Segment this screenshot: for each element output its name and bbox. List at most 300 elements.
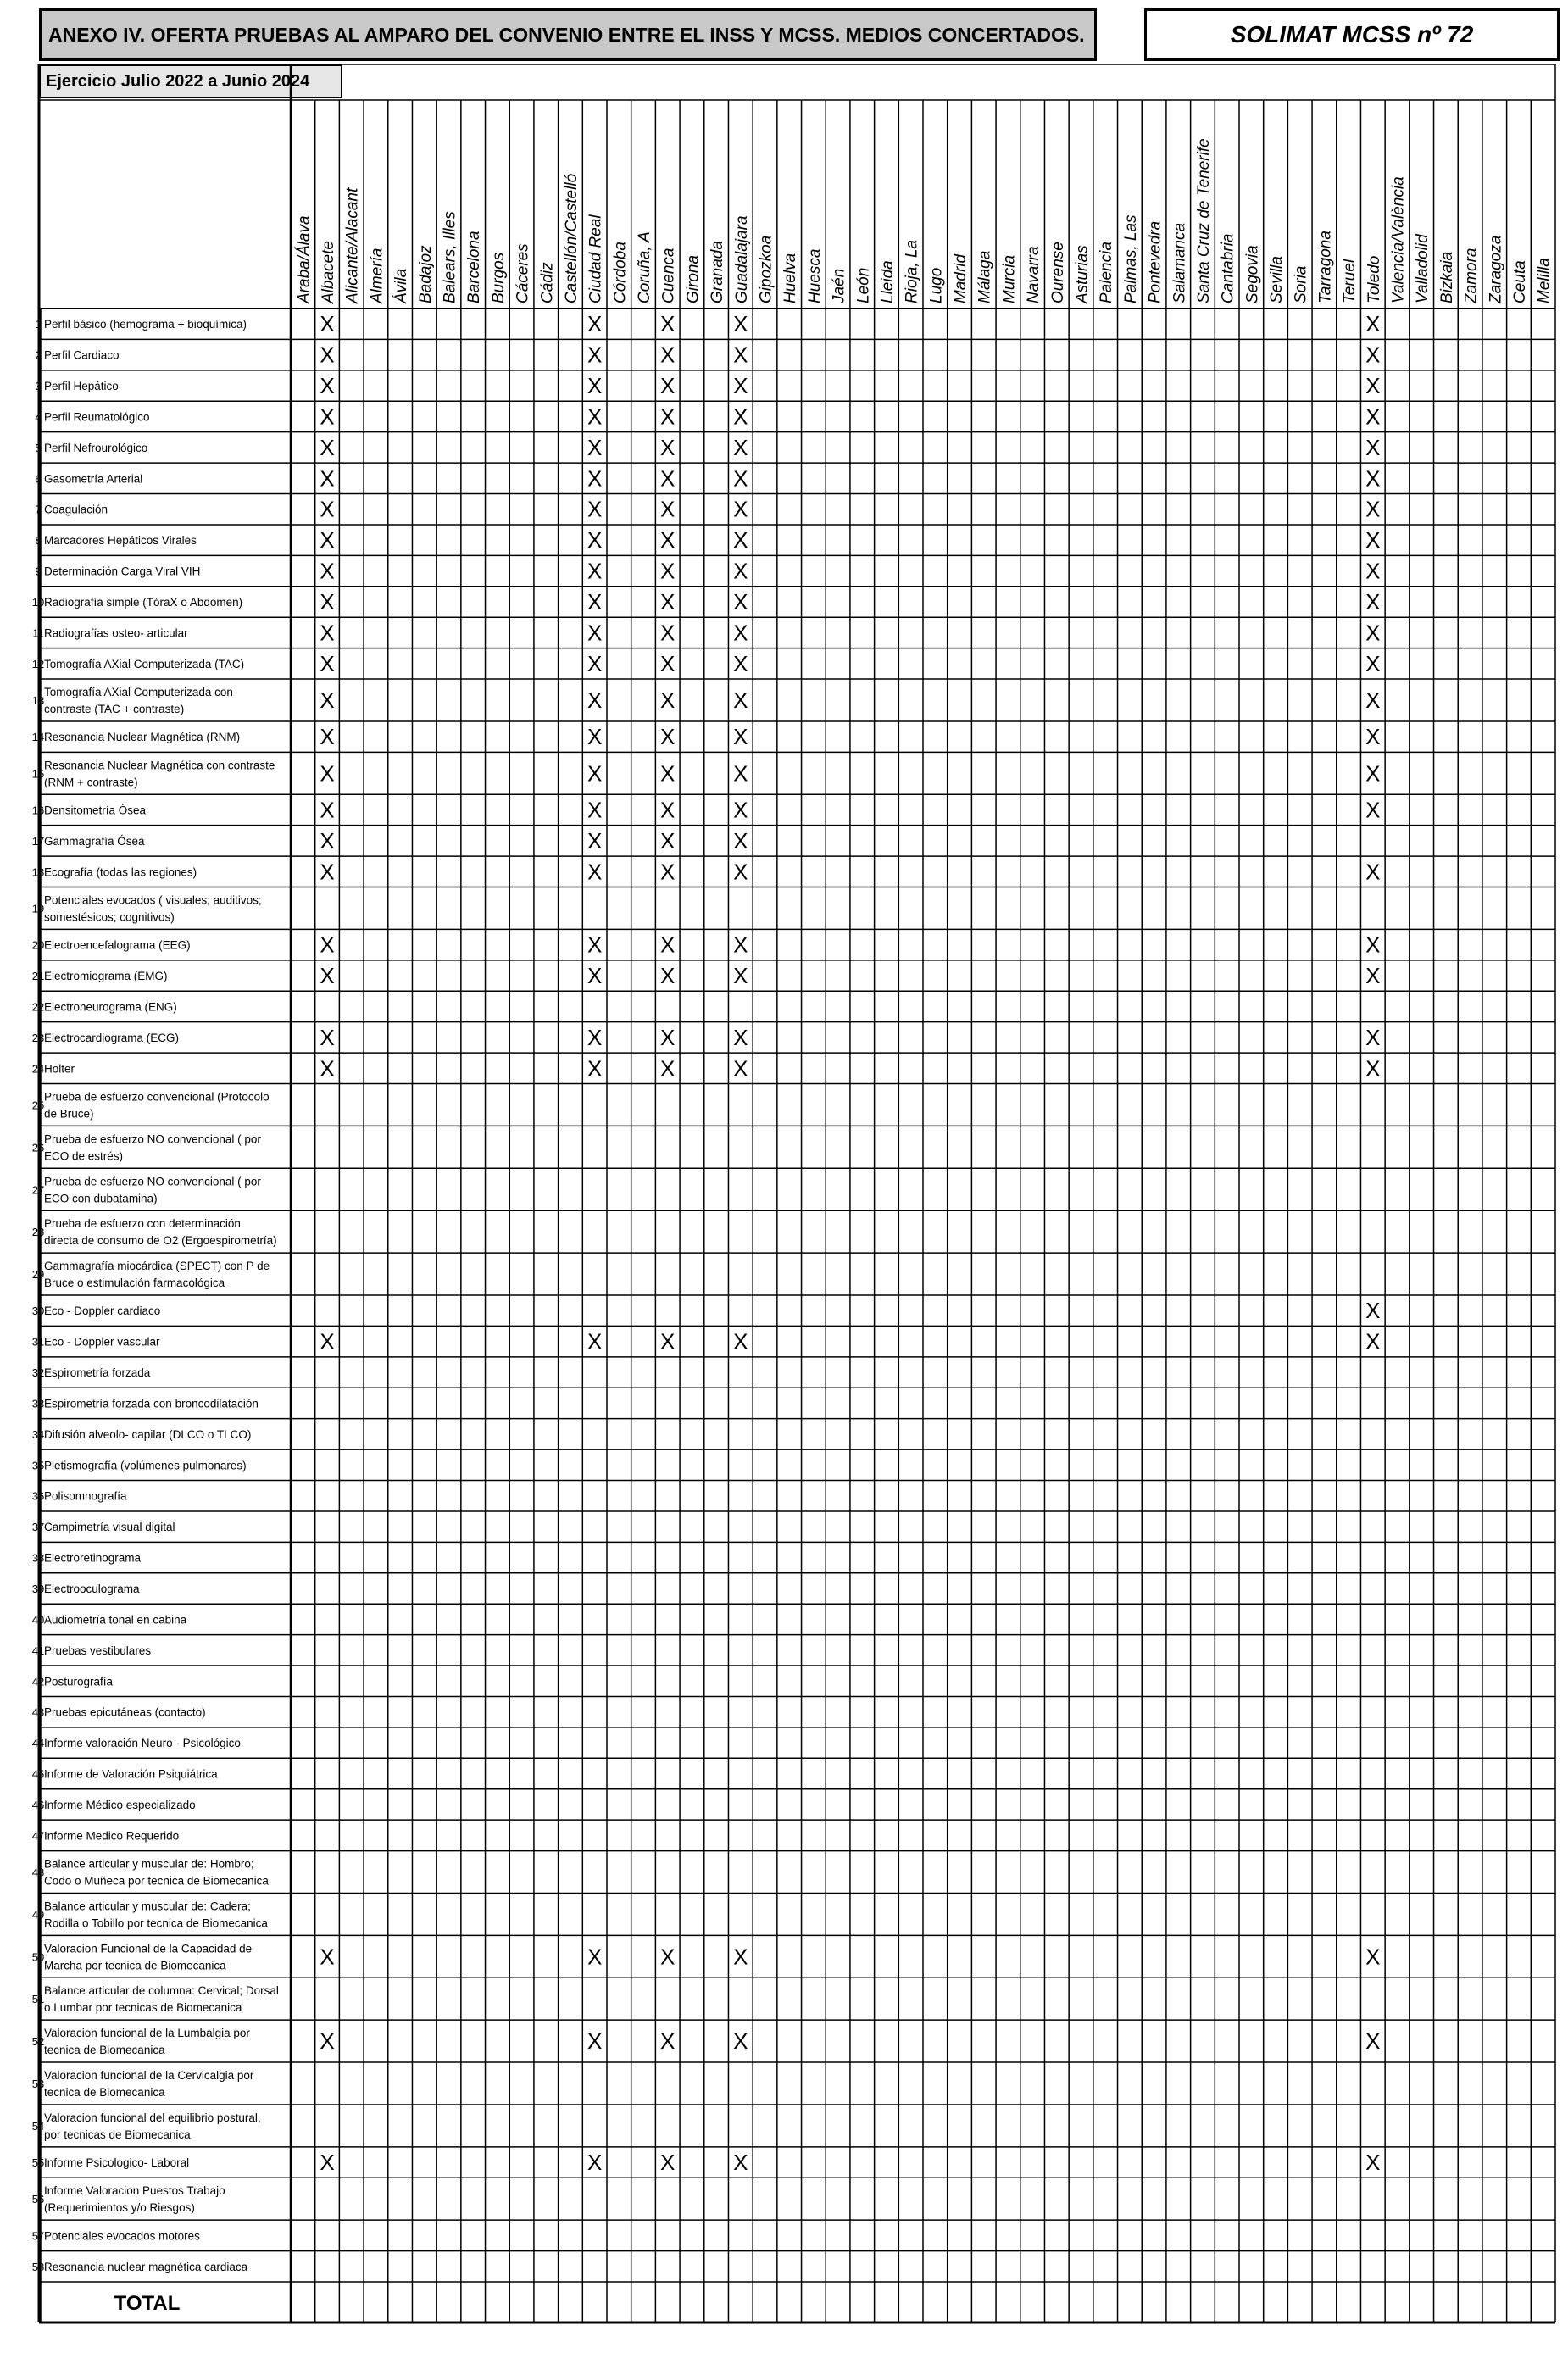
province-header: Cáceres: [514, 243, 532, 303]
test-name: Densitometría Ósea: [44, 804, 147, 817]
availability-mark: X: [733, 403, 748, 430]
test-number: 44: [31, 1737, 45, 1750]
province-header: Ceuta: [1510, 260, 1529, 303]
province-header: Lugo: [927, 267, 946, 303]
province-header: Ciudad Real: [587, 214, 605, 303]
period-label: Ejercicio Julio 2022 a Junio 2024: [39, 64, 342, 98]
test-name: Campimetría visual digital: [44, 1521, 175, 1534]
test-number: 8: [35, 534, 42, 548]
test-row: [32, 1613, 187, 1626]
province-header: Jaén: [830, 268, 848, 303]
availability-mark: X: [1365, 1944, 1381, 1970]
availability-mark: X: [587, 434, 603, 460]
availability-mark: X: [733, 650, 748, 676]
test-name: Gasometría Arterial: [44, 472, 143, 486]
availability-mark: X: [660, 1328, 676, 1355]
availability-mark: X: [1365, 1328, 1381, 1355]
province-header: Soria: [1292, 265, 1310, 303]
availability-mark: X: [320, 342, 335, 368]
test-number: 58: [31, 2260, 45, 2273]
mutua-brand-label: SOLIMAT MCSS nº 72: [1144, 8, 1560, 61]
test-number: 19: [31, 902, 45, 915]
test-row: [32, 1175, 262, 1204]
province-header: Cádiz: [538, 262, 557, 303]
test-number: 12: [31, 657, 45, 670]
availability-mark: X: [1365, 2150, 1381, 2176]
availability-mark: X: [660, 1024, 676, 1050]
test-name: Valoracion funcional de la Cervicalgia por tecnica de Biomecanica: [44, 2068, 254, 2099]
availability-mark: X: [1365, 1024, 1381, 1050]
test-number: 15: [31, 767, 45, 781]
test-row: [32, 2184, 225, 2214]
availability-mark: X: [587, 373, 603, 399]
availability-mark: X: [733, 496, 748, 522]
test-name: Resonancia nuclear magnética cardiaca: [44, 2260, 248, 2273]
test-number: 26: [31, 1141, 45, 1154]
availability-mark: X: [660, 342, 676, 368]
test-row: [35, 534, 197, 547]
availability-mark: X: [733, 859, 748, 885]
test-row: [32, 596, 242, 609]
test-number: 2: [35, 348, 42, 362]
test-number: 9: [35, 565, 42, 578]
availability-mark: X: [320, 373, 335, 399]
availability-mark: X: [1365, 465, 1381, 492]
test-number: 54: [31, 2119, 45, 2133]
total-label: TOTAL: [114, 2292, 181, 2315]
availability-mark: X: [733, 342, 748, 368]
availability-mark: X: [660, 496, 676, 522]
availability-mark: X: [320, 1055, 335, 1082]
test-number: 30: [31, 1304, 45, 1318]
test-row: [32, 1737, 241, 1749]
test-number: 25: [31, 1099, 45, 1112]
test-name: Informe valoración Neuro - Psicológico: [44, 1737, 241, 1750]
province-header: Albacete: [320, 241, 338, 303]
availability-mark: X: [320, 2028, 335, 2055]
test-number: 38: [31, 1551, 45, 1565]
province-header: Tarragona: [1316, 231, 1335, 303]
province-header: Burgos: [489, 252, 508, 303]
test-name: Resonancia Nuclear Magnética con contraste (RNM + contraste): [44, 759, 275, 789]
availability-mark: X: [733, 1328, 748, 1355]
test-name: Prueba de esfuerzo con determinación directa de consumo de O2 (Ergoespirometría): [44, 1217, 277, 1248]
test-number: 17: [31, 834, 45, 848]
province-header: Araba/Álava: [295, 215, 314, 303]
test-name: Balance articular y muscular de: Cadera; Rodilla o Tobillo por tecnica de Biomecanica: [44, 1900, 268, 1930]
test-name: Electroneurograma (ENG): [44, 1000, 177, 1014]
test-name: Potenciales evocados ( visuales; auditivos; somestésicos; cognitivos): [44, 893, 262, 924]
test-number: 34: [31, 1427, 45, 1441]
availability-mark: X: [733, 797, 748, 823]
province-header: Bizkaia: [1437, 251, 1456, 303]
availability-mark: X: [660, 2028, 676, 2055]
test-name: Posturografía: [44, 1675, 114, 1688]
test-name: Determinación Carga Viral VIH: [44, 565, 201, 578]
province-header: Granada: [709, 241, 727, 303]
province-header: Cuenca: [659, 248, 678, 303]
availability-mark: X: [320, 2150, 335, 2176]
availability-mark: X: [320, 963, 335, 989]
province-header: Salamanca: [1170, 222, 1189, 303]
test-name: Perfil Nefrourológico: [44, 441, 148, 454]
availability-mark: X: [1365, 760, 1381, 787]
test-number: 49: [31, 1908, 45, 1922]
test-row: [32, 1858, 270, 1888]
availability-mark: X: [320, 859, 335, 885]
availability-mark: X: [587, 403, 603, 430]
province-header: Lleida: [878, 260, 897, 303]
test-number: 41: [31, 1644, 45, 1657]
test-number: 35: [31, 1459, 45, 1472]
availability-mark: X: [660, 2150, 676, 2176]
test-row: [32, 1062, 75, 1075]
availability-mark: X: [1365, 496, 1381, 522]
availability-mark: X: [660, 465, 676, 492]
province-header: Málaga: [976, 250, 994, 303]
province-header: Huesca: [805, 248, 824, 303]
test-name: Audiometría tonal en cabina: [44, 1613, 187, 1627]
availability-mark: X: [320, 465, 335, 492]
test-name: Informe Psicologico- Laboral: [44, 2156, 190, 2170]
test-number: 52: [31, 2035, 45, 2049]
availability-mark: X: [660, 932, 676, 958]
availability-mark: X: [1365, 558, 1381, 584]
test-number: 11: [32, 626, 44, 640]
test-name: Tomografía AXial Computerizada (TAC): [44, 657, 245, 670]
test-number: 47: [31, 1829, 45, 1843]
availability-mark: X: [1365, 434, 1381, 460]
test-row: [32, 1000, 177, 1013]
test-row: [32, 835, 145, 848]
test-number: 5: [35, 441, 42, 454]
test-number: 56: [31, 2193, 45, 2206]
availability-mark: X: [660, 650, 676, 676]
province-header: Almería: [368, 248, 386, 303]
test-name: Radiografías osteo- articular: [44, 626, 188, 640]
test-name: Tomografía AXial Computerizada con contraste (TAC + contraste): [44, 685, 233, 715]
availability-mark: X: [733, 527, 748, 553]
availability-mark: X: [1365, 650, 1381, 676]
test-number: 29: [31, 1268, 45, 1282]
province-header: Ávila: [392, 268, 411, 303]
document-title: ANEXO IV. OFERTA PRUEBAS AL AMPARO DEL CONVENIO ENTRE EL INSS Y MCSS. MEDIOS CONCERTADOS.: [39, 8, 1097, 61]
availability-mark: X: [587, 827, 603, 854]
test-number: 7: [35, 503, 42, 516]
test-row: [32, 1583, 140, 1595]
availability-mark: X: [587, 527, 603, 553]
test-number: 43: [31, 1705, 45, 1719]
test-row: [32, 865, 197, 878]
availability-mark: X: [587, 342, 603, 368]
test-number: 31: [31, 1335, 45, 1349]
test-row: [32, 1304, 161, 1317]
test-name: Valoracion funcional del equilibrio postural, por tecnicas de Biomecanica: [44, 2111, 261, 2141]
test-number: 3: [35, 380, 42, 393]
availability-mark: X: [660, 724, 676, 750]
test-row: [32, 1428, 252, 1441]
availability-mark: X: [587, 558, 603, 584]
availability-mark: X: [320, 724, 335, 750]
province-header: Santa Cruz de Tenerife: [1194, 138, 1213, 303]
availability-mark: X: [320, 403, 335, 430]
availability-mark: X: [733, 1944, 748, 1970]
test-number: 32: [31, 1366, 45, 1380]
test-number: 13: [31, 693, 45, 707]
test-number: 10: [31, 595, 45, 609]
availability-mark: X: [320, 527, 335, 553]
test-row: [32, 686, 233, 715]
test-name: Electrocardiograma (ECG): [44, 1031, 180, 1044]
availability-mark: X: [587, 2150, 603, 2176]
availability-mark: X: [1365, 932, 1381, 958]
test-row: [32, 2069, 254, 2099]
test-name: Perfil Hepático: [44, 380, 119, 393]
test-row: [32, 1799, 196, 1811]
availability-mark: X: [733, 434, 748, 460]
test-name: Informe Valoracion Puestos Trabajo (Requerimientos y/o Riesgos): [44, 2184, 225, 2215]
test-number: 16: [31, 804, 45, 817]
availability-mark: X: [587, 311, 603, 337]
test-row: [35, 349, 119, 362]
availability-mark: X: [660, 403, 676, 430]
province-header: Valladolid: [1414, 234, 1432, 303]
availability-mark: X: [1365, 373, 1381, 399]
test-name: Pruebas vestibulares: [44, 1644, 152, 1657]
test-number: 1: [35, 318, 42, 331]
availability-mark: X: [660, 558, 676, 584]
test-name: Pletismografía (volúmenes pulmonares): [44, 1459, 247, 1472]
test-row: [32, 970, 168, 982]
availability-mark: X: [320, 434, 335, 460]
availability-mark: X: [660, 1944, 676, 1970]
test-row: [32, 1706, 206, 1719]
test-number: 20: [31, 938, 45, 952]
test-name: Espirometría forzada con broncodilatación: [44, 1397, 259, 1410]
test-row: [32, 939, 191, 952]
availability-mark: X: [660, 588, 676, 615]
test-name: Electroretinograma: [44, 1551, 142, 1565]
test-number: 27: [31, 1183, 45, 1197]
availability-mark: X: [660, 311, 676, 337]
test-row: [32, 2229, 200, 2242]
test-number: 28: [31, 1226, 45, 1239]
availability-mark: X: [1365, 724, 1381, 750]
availability-mark: X: [1365, 859, 1381, 885]
province-header: León: [854, 267, 873, 303]
test-name: Balance articular y muscular de: Hombro; Codo o Muñeca por tecnica de Biomecanica: [44, 1857, 269, 1888]
province-headers: [295, 138, 1553, 304]
availability-mark: X: [733, 2028, 748, 2055]
availability-mark: X: [587, 1328, 603, 1355]
availability-mark: X: [660, 963, 676, 989]
test-name: Ecografía (todas las regiones): [44, 865, 197, 879]
availability-mark: X: [587, 760, 603, 787]
availability-mark: X: [660, 527, 676, 553]
test-row: [32, 1132, 262, 1162]
province-header: Navarra: [1025, 246, 1043, 303]
availability-mark: X: [1365, 797, 1381, 823]
province-header: Córdoba: [611, 242, 630, 303]
test-name: Perfil Cardiaco: [44, 348, 120, 362]
province-header: Murcia: [1000, 254, 1019, 303]
test-row: [32, 2261, 248, 2273]
province-header: Ourense: [1048, 242, 1067, 303]
test-number: 23: [31, 1031, 45, 1044]
test-name: Espirometría forzada: [44, 1366, 151, 1380]
province-header: Pontevedra: [1146, 220, 1165, 303]
availability-mark: X: [660, 859, 676, 885]
province-header: Gipozkoa: [757, 235, 776, 303]
test-name: Holter: [44, 1062, 75, 1076]
province-header: Valencia/València: [1389, 176, 1408, 303]
test-name: Informe Medico Requerido: [44, 1829, 180, 1843]
province-header: Palencia: [1098, 242, 1116, 303]
availability-mark: X: [320, 687, 335, 713]
availability-mark: X: [587, 963, 603, 989]
availability-mark: X: [320, 588, 335, 615]
availability-mark: X: [587, 687, 603, 713]
test-number: 51: [31, 1993, 45, 2006]
availability-mark: X: [1365, 311, 1381, 337]
test-number: 42: [31, 1675, 45, 1688]
availability-mark: X: [587, 859, 603, 885]
availability-mark: X: [733, 687, 748, 713]
test-row: [32, 1644, 152, 1657]
test-row: [32, 1366, 151, 1379]
test-row: [32, 759, 275, 788]
test-row: [32, 1490, 127, 1503]
test-name: Difusión alveolo- capilar (DLCO o TLCO): [44, 1427, 252, 1441]
test-name: Perfil Reumatológico: [44, 410, 150, 424]
province-header: Rioja, La: [903, 240, 921, 303]
test-name: Balance articular de columna: Cervical; Dorsal o Lumbar por tecnicas de Biomecanica: [44, 1984, 279, 2015]
test-row: [35, 472, 142, 485]
test-name: Valoracion Funcional de la Capacidad de Marcha por tecnica de Biomecanica: [44, 1942, 253, 1972]
test-row: [32, 1397, 259, 1410]
province-header: Segovia: [1243, 245, 1262, 303]
province-header: Balears, Illes: [441, 211, 459, 303]
test-number: 50: [31, 1950, 45, 1964]
availability-mark: X: [733, 724, 748, 750]
availability-mark: X: [1365, 342, 1381, 368]
test-row: [32, 658, 244, 670]
test-number: 46: [31, 1798, 45, 1811]
availability-mark: X: [1365, 687, 1381, 713]
test-name: Perfil básico (hemograma + bioquímica): [44, 318, 247, 331]
total-row: [114, 2292, 181, 2315]
test-row: [35, 565, 200, 578]
availability-mark: X: [587, 588, 603, 615]
availability-mark: X: [733, 620, 748, 646]
availability-mark: X: [660, 827, 676, 854]
availability-mark: X: [660, 760, 676, 787]
availability-mark: X: [320, 650, 335, 676]
test-name: Informe de Valoración Psiquiátrica: [44, 1767, 218, 1781]
test-number: 21: [31, 970, 45, 983]
province-header: Badajoz: [416, 245, 435, 303]
province-header: Guadalajara: [732, 215, 751, 303]
availability-mark: X: [1365, 2028, 1381, 2055]
province-header: Palmas, Las: [1121, 214, 1140, 303]
test-name: Coagulación: [44, 503, 108, 516]
availability-mark: X: [660, 434, 676, 460]
test-row: [32, 1900, 269, 1929]
test-row: [32, 1675, 114, 1688]
test-row: [32, 2156, 189, 2169]
province-header: Girona: [684, 254, 703, 303]
test-name: Valoracion funcional de la Lumbalgia por tecnica de Biomecanica: [44, 2027, 250, 2057]
availability-mark: X: [660, 373, 676, 399]
availability-mark: X: [733, 963, 748, 989]
province-header: Barcelona: [465, 231, 484, 303]
test-name: Electrooculograma: [44, 1582, 140, 1595]
test-number: 33: [31, 1397, 45, 1410]
test-name: Polisomnografía: [44, 1489, 127, 1503]
test-row: [35, 380, 118, 392]
test-row: [32, 804, 147, 816]
availability-mark: X: [1365, 1055, 1381, 1082]
test-row: [35, 318, 247, 331]
availability-mark: X: [733, 588, 748, 615]
test-row: [35, 410, 149, 423]
province-header: Huelva: [781, 253, 800, 303]
province-header: Zamora: [1462, 248, 1481, 303]
availability-mark: X: [320, 1328, 335, 1355]
test-number: 40: [31, 1613, 45, 1627]
test-row: [32, 731, 240, 743]
availability-mark: X: [733, 465, 748, 492]
test-name: Informe Médico especializado: [44, 1798, 196, 1811]
test-number: 18: [31, 865, 45, 879]
test-row: [32, 1942, 252, 1972]
availability-mark: X: [733, 311, 748, 337]
province-header: Madrid: [952, 253, 970, 303]
test-row: [32, 626, 188, 639]
test-number: 36: [31, 1489, 45, 1503]
province-header: Cantabria: [1219, 233, 1237, 303]
availability-mark: X: [320, 932, 335, 958]
province-header: Asturias: [1073, 245, 1092, 303]
availability-mark: X: [587, 496, 603, 522]
availability-mark: X: [587, 932, 603, 958]
test-number: 4: [35, 410, 42, 424]
availability-mark: X: [1365, 403, 1381, 430]
test-name: Gammagrafía miocárdica (SPECT) con P de Bruce o estimulación farmacológica: [44, 1260, 270, 1290]
test-name: Resonancia Nuclear Magnética (RNM): [44, 731, 241, 744]
availability-mark: X: [320, 558, 335, 584]
availability-mark: X: [587, 1944, 603, 1970]
test-row: [32, 1090, 270, 1120]
province-header: Sevilla: [1268, 256, 1287, 303]
availability-mark: X: [733, 932, 748, 958]
availability-mark: X: [1365, 588, 1381, 615]
availability-mark: X: [660, 620, 676, 646]
province-header: Castellón/Castelló: [562, 173, 581, 303]
availability-mark: X: [320, 1944, 335, 1970]
availability-mark: X: [587, 797, 603, 823]
test-number: 22: [31, 1000, 45, 1014]
test-name: Eco - Doppler vascular: [44, 1335, 160, 1349]
test-row: [32, 2111, 261, 2141]
test-number: 6: [35, 472, 42, 486]
test-number: 45: [31, 1767, 45, 1781]
test-number: 55: [31, 2156, 45, 2170]
availability-mark: X: [320, 797, 335, 823]
test-row: [32, 1829, 179, 1842]
availability-mark: X: [320, 620, 335, 646]
test-number: 24: [31, 1062, 45, 1076]
